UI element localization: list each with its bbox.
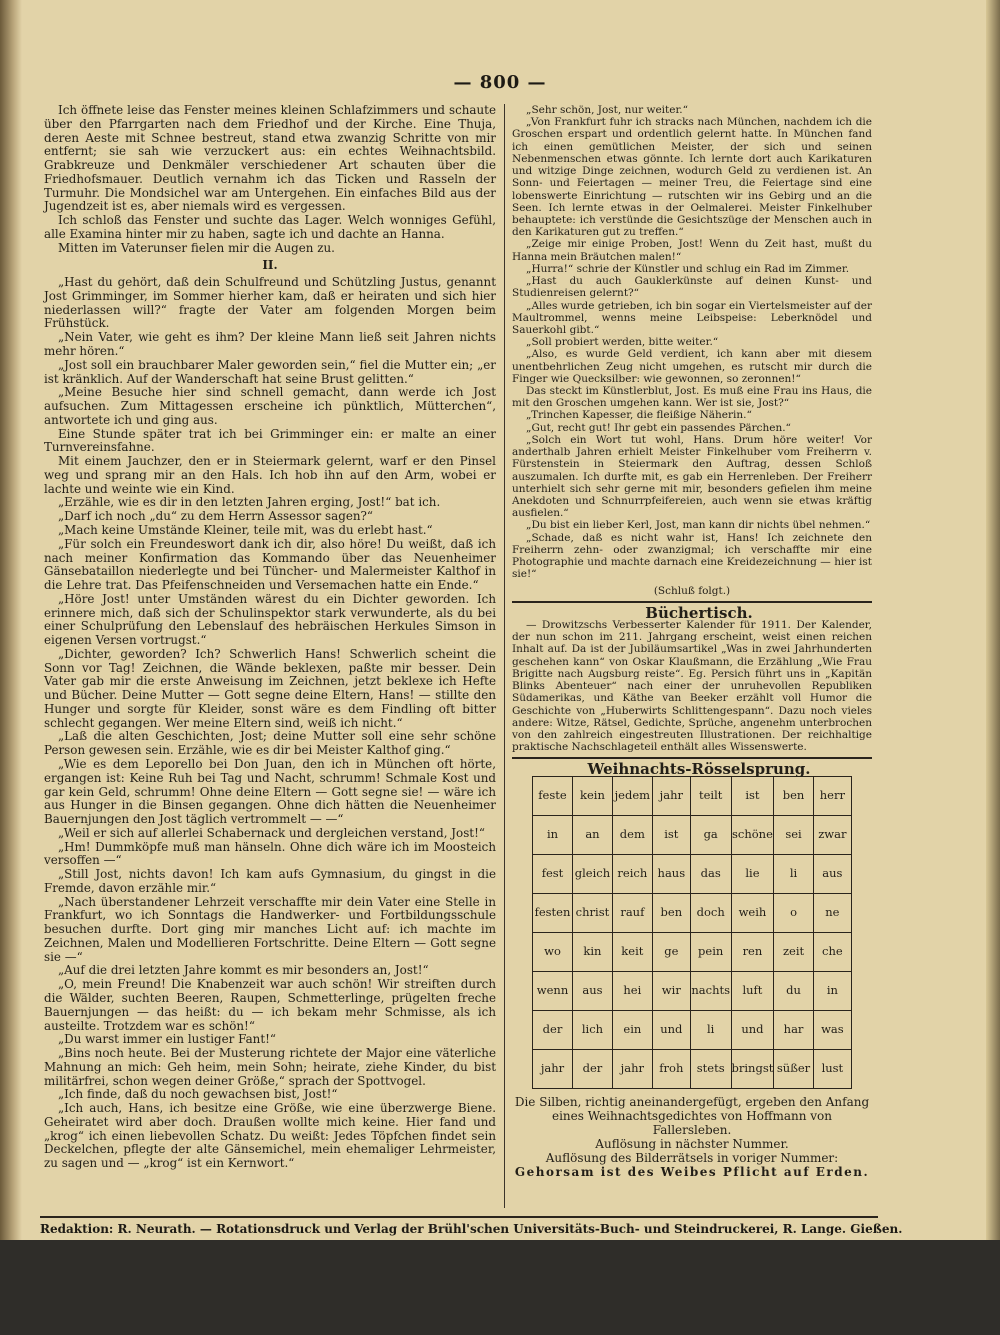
puzzle-cell: fest xyxy=(533,854,573,893)
scan-background xyxy=(0,1240,1000,1335)
section-heading: II. xyxy=(262,258,278,273)
story-paragraph: „Mach keine Umstände Kleiner, teile mit, was du erlebt hast.“ xyxy=(58,522,433,537)
story-paragraph: „Solch ein Wort tut wohl, Hans. Drum höre weiter! Vor anderthalb Jahren erhielt Meister Finkelhuber vom Freiherrn v. Fürstenstein in Steiermark den Auftrag, dessen Schloß auszumalen. Ich durfte mit, es gab ein Herrenleben. Der Freiherr unterhielt sich sehr gerne mit mir, besonders gefielen ihm meine Anekdoten und Schnurrpfeifereien, auch wenn sie etwas kräftig ausfielen.“ xyxy=(512,433,872,520)
book-section-text: — Drowitzschs Verbesserter Kalender für 1911. Der Kalender, der nun schon im 211. Jahrgang erscheint, weist einen reichen Inhalt auf. Da ist der Jubiläumsartikel „Was in zwei Jahrhunderten geschehen kann“ von Oskar Klaußmann, die Erzählung „Wie Frau Brigitte nach Augsburg reiste“. Eg. Persich führt uns in „Kapitän Blinks Abenteuer“ nach einer der unruhevollen Republiken Südamerikas, und Käthe van Beeker erzählt voll Humor die Geschichte von „Huberwirts Schlittengespann“. Dazu noch vieles andere: Witze, Rätsel, Gedichte, Sprüche, angenehm unterbrochen von den zahlreich eingestreuten Illustrationen. Der reichhaltige praktische Nachschlageteil enthält alles Wissenswerte. xyxy=(512,618,872,754)
puzzle-cell: ge xyxy=(652,932,690,971)
story-paragraph: „Laß die alten Geschichten, Jost; deine Mutter soll eine sehr schöne Person gewesen sein. Erzähle, wie es dir bei Meister Kalthof ging.“ xyxy=(44,729,496,758)
puzzle-row xyxy=(533,1049,852,1088)
puzzle-cell: was xyxy=(813,1010,851,1049)
story-paragraph: „Gut, recht gut! Ihr gebt ein passendes Pärchen.“ xyxy=(526,421,791,434)
story-paragraph: „Für solch ein Freundeswort dank ich dir, also höre! Du weißt, daß ich nach meiner Konfirmation das Kommando über das Neuenheimer Gänsebataillon niederlegte und bei Tüncher- und Malermeister Kalthof in die Lehre trat. Das Pfeifenschneiden und Versemachen hatte ein Ende.“ xyxy=(44,536,496,593)
story-paragraph: „Wie es dem Leporello bei Don Juan, den ich in München oft hörte, ergangen ist: Keine Ruh bei Tag und Nacht, schrumm! Schmale Kost und gar kein Geld, schrumm! Ohne deine Eltern — Gott segne sie! — wäre ich aus Hunger in die Binsen gegangen. Ohne dich hätten die Neuenheimer Bauernjungen den Jost täglich vertrommelt — —“ xyxy=(44,756,496,827)
page-edge xyxy=(986,0,1000,1335)
puzzle-row xyxy=(533,776,852,815)
puzzle-cell: stets xyxy=(690,1049,731,1088)
puzzle-cell: jedem xyxy=(612,776,652,815)
section-divider xyxy=(512,601,872,603)
story-paragraph: „Auf die drei letzten Jahre kommt es mir besonders an, Jost!“ xyxy=(58,963,429,978)
story-paragraph: Mit einem Jauchzer, den er in Steiermark gelernt, warf er den Pinsel weg und sprang mir an den Hals. Ich hob ihn auf den Arm, wobei er lachte und weinte wie ein Kind. xyxy=(44,454,496,496)
story-paragraph: „Also, es wurde Geld verdient, ich kann aber mit diesem unentbehrlichen Zeug nicht umgehen, es rutscht mir durch die Finger wie Quecksilber: wie gewonnen, so zeronnen!“ xyxy=(512,348,872,385)
right-column xyxy=(512,104,872,1179)
puzzle-cell: herr xyxy=(813,776,851,815)
puzzle-cell: nachts xyxy=(690,971,731,1010)
puzzle-cell: ist xyxy=(652,815,690,854)
puzzle-caption-instructions: Die Silben, richtig aneinandergefügt, ergeben den Anfang eines Weihnachtsgedichtes von Hoffmann von Fallersleben. xyxy=(514,1094,870,1137)
puzzle-cell: sei xyxy=(774,815,813,854)
puzzle-cell: lie xyxy=(731,854,774,893)
puzzle-cell: hei xyxy=(612,971,652,1010)
puzzle-cell: ben xyxy=(774,776,813,815)
story-paragraph: „Still Jost, nichts davon! Ich kam aufs Gymnasium, du gingst in die Fremde, davon erzähle mir.“ xyxy=(44,867,496,895)
puzzle-caption-next: Auflösung in nächster Nummer. xyxy=(595,1136,789,1151)
puzzle-cell: und xyxy=(652,1010,690,1049)
puzzle-cell: doch xyxy=(690,893,731,932)
puzzle-cell: kein xyxy=(573,776,613,815)
section-divider xyxy=(512,757,872,759)
left-column xyxy=(44,104,496,1171)
story-paragraph: „Höre Jost! unter Umständen wärest du ein Dichter geworden. Ich erinnere mich, daß sich der Schulinspektor stark verwunderte, als du bei einer Schulprüfung den Lebenslauf des hebräischen Herkules Simson in eigenen Versen vortrugst.“ xyxy=(44,591,496,648)
story-paragraph: Ich öffnete leise das Fenster meines kleinen Schlafzimmers und schaute über den Pfarrgarten nach dem Friedhof und der Kirche. Eine Thuja, deren Aeste mit Schnee bestreut, stand etwa zwanzig Schritte von mir entfernt; sie sah wie verzuckert aus: ein echtes Weihnachtsbild. Grabkreuze und Denkmäler verschiedener Art schauten über die Friedhofsmauer. Deutlich vernahm ich das Ticken und Rasseln der Turmuhr. Die Mondsichel war am Untergehen. Ein einfaches Bild aus der Jugendzeit ist es, aber niemals wird es vergessen. xyxy=(44,103,496,214)
puzzle-cell: aus xyxy=(573,971,613,1010)
story-paragraph: Mitten im Vaterunser fielen mir die Augen zu. xyxy=(58,240,335,255)
puzzle-cell: wenn xyxy=(533,971,573,1010)
puzzle-cell: che xyxy=(813,932,851,971)
story-paragraph: „Jost soll ein brauchbarer Maler geworden sein,“ fiel die Mutter ein; „er ist kränklich. Auf der Wanderschaft hat seine Brust gelitten.“ xyxy=(44,357,496,386)
book-section-title: Büchertisch. xyxy=(645,603,753,622)
story-paragraph: „Hm! Dummköpfe muß man hänseln. Ohne dich wäre ich im Moosteich versoffen —“ xyxy=(44,839,496,868)
puzzle-cell: teilt xyxy=(690,776,731,815)
puzzle-grid xyxy=(532,776,852,1089)
puzzle-cell: keit xyxy=(612,932,652,971)
puzzle-cell: ist xyxy=(731,776,774,815)
puzzle-cell: har xyxy=(774,1010,813,1049)
story-paragraph: „Darf ich noch „du“ zu dem Herrn Assessor sagen?“ xyxy=(58,509,373,524)
to-be-continued: (Schluß folgt.) xyxy=(653,584,731,597)
story-paragraph: „Von Frankfurt fuhr ich stracks nach München, nachdem ich die Groschen erspart und ordentlich gelernt hatte. In München fand ich einen gemütlichen Meister, der sich und seinen Nebenmenschen etwas gönnte. Ich lernte dort auch Karikaturen und witzige Dinge zeichnen, wodurch Geld zu verdienen ist. An Sonn- und Feiertagen — meiner Treu, die Feiertage sind eine lobenswerte Einrichtung — rutschten wir ins Gebirg und an die Seen. Ich lernte etwas in der Oelmalerei. Meister Finkelhuber behauptete: ich verstünde die Gesichtszüge der Menschen auch in den Karikaturen gut zu treffen.“ xyxy=(512,116,872,239)
puzzle-cell: ga xyxy=(690,815,731,854)
puzzle-cell: feste xyxy=(533,776,573,815)
puzzle-cell: festen xyxy=(533,893,573,932)
puzzle-caption-solution: Gehorsam ist des Weibes Pflicht auf Erden. xyxy=(514,1164,870,1179)
puzzle-cell: luft xyxy=(731,971,774,1010)
puzzle-cell: jahr xyxy=(652,776,690,815)
puzzle-row xyxy=(533,932,852,971)
book-spine xyxy=(0,0,22,1335)
puzzle-cell: du xyxy=(774,971,813,1010)
puzzle-row xyxy=(533,971,852,1010)
story-paragraph: „Hast du gehört, daß dein Schulfreund und Schützling Justus, genannt Jost Grimminger, im Sommer hierher kam, daß er heiraten und sich hier niederlassen will?“ fragte der Vater am folgenden Morgen beim Frühstück. xyxy=(44,275,496,331)
puzzle-row xyxy=(533,854,852,893)
story-paragraph: „Ich finde, daß du noch gewachsen bist, Jost!“ xyxy=(58,1087,338,1102)
story-paragraph: Das steckt im Künstlerblut, Jost. Es muß eine Frau ins Haus, die mit den Groschen umgehen kann. Wer ist sie, Jost?“ xyxy=(512,385,872,410)
story-paragraph: „Alles wurde getrieben, ich bin sogar ein Viertelsmeister auf der Maultrommel, wenns meine Leibspeise: Leberknödel und Sauerkohl gibt.“ xyxy=(512,299,872,336)
puzzle-cell: jahr xyxy=(533,1049,573,1088)
story-paragraph: „Soll probiert werden, bitte weiter.“ xyxy=(526,336,719,349)
puzzle-cell: das xyxy=(690,854,731,893)
puzzle-cell: jahr xyxy=(612,1049,652,1088)
puzzle-cell: schöne xyxy=(731,815,774,854)
puzzle-cell: ne xyxy=(813,893,851,932)
story-paragraph: „Du warst immer ein lustiger Fant!“ xyxy=(58,1032,276,1047)
page-number: — 800 — xyxy=(453,72,547,93)
puzzle-caption xyxy=(512,1095,872,1179)
puzzle-cell: lust xyxy=(813,1049,851,1088)
puzzle-cell: in xyxy=(533,815,573,854)
puzzle-cell: li xyxy=(774,854,813,893)
puzzle-cell: ben xyxy=(652,893,690,932)
story-paragraph: „Nein Vater, wie geht es ihm? Der kleine Mann ließ seit Jahren nichts mehr hören.“ xyxy=(44,330,496,359)
story-paragraph: „Du bist ein lieber Kerl, Jost, man kann dir nichts übel nehmen.“ xyxy=(526,519,871,532)
story-paragraph: „Bins noch heute. Bei der Musterung richtete der Major eine väterliche Mahnung an mich: Geh heim, mein Sohn; heirate, ziehe Kinder, du bist militärfrei, schon wegen deiner Größe,“ sprach der Spottvogel. xyxy=(44,1046,496,1088)
story-paragraph: „Zeige mir einige Proben, Jost! Wenn du Zeit hast, mußt du Hanna mein Bräutchen malen!“ xyxy=(512,238,872,263)
puzzle-cell: weih xyxy=(731,893,774,932)
story-paragraph: „Sehr schön, Jost, nur weiter.“ xyxy=(526,104,689,116)
puzzle-cell: gleich xyxy=(573,854,613,893)
puzzle-cell: der xyxy=(533,1010,573,1049)
puzzle-row xyxy=(533,1010,852,1049)
puzzle-cell: zwar xyxy=(813,815,851,854)
puzzle-cell: ein xyxy=(612,1010,652,1049)
puzzle-cell: dem xyxy=(612,815,652,854)
story-paragraph: „Hast du auch Gauklerkünste auf deinen Kunst- und Studienreisen gelernt?“ xyxy=(512,275,872,300)
puzzle-cell: der xyxy=(573,1049,613,1088)
puzzle-cell: aus xyxy=(813,854,851,893)
puzzle-cell: o xyxy=(774,893,813,932)
puzzle-cell: wir xyxy=(652,971,690,1010)
puzzle-cell: haus xyxy=(652,854,690,893)
puzzle-cell: pein xyxy=(690,932,731,971)
puzzle-cell: rauf xyxy=(612,893,652,932)
story-paragraph: „Erzähle, wie es dir in den letzten Jahren erging, Jost!“ bat ich. xyxy=(58,495,441,510)
story-paragraph: „Nach überstandener Lehrzeit verschaffte mir dein Vater eine Stelle in Frankfurt, wo ich Sonntags die Handwerker- und Fortbildungsschule besuchen durfte. Dort ging mir manches Licht auf: ich machte im Zeichnen, Malen und Modellieren Fortschritte. Deine Eltern — Gott segne sie —“ xyxy=(44,894,496,964)
puzzle-cell: bringst xyxy=(731,1049,774,1088)
puzzle-title: Weihnachts-Rösselsprung. xyxy=(587,760,811,779)
puzzle-cell: und xyxy=(731,1010,774,1049)
puzzle-cell: froh xyxy=(652,1049,690,1088)
story-paragraph: „Schade, daß es nicht wahr ist, Hans! Ich zeichnete den Freiherrn zehn- oder zwanzigmal; ich verschaffte mir eine Photographie und machte darnach eine Kreidezeichnung — hier ist sie!“ xyxy=(512,531,872,581)
story-paragraph: „Dichter, geworden? Ich? Schwerlich Hans! Schwerlich scheint die Sonn vor Tag! Zeichnen, die Wände beklexen, paßte mir besser. Dein Vater gab mir die erste Anweisung im Zeichnen, jetzt beklexe ich Hefte und Bücher. Deine Mutter — Gott segne deine Eltern, Hans! — stillte den Hunger und sorgte für Kleider, sonst wäre es dem Findling oft bitter schlecht gegangen. Wer meine Eltern sind, weiß ich nicht.“ xyxy=(44,646,496,730)
puzzle-cell: lich xyxy=(573,1010,613,1049)
story-paragraph: Eine Stunde später trat ich bei Grimminger ein: er malte an einer Turnvereinsfahne. xyxy=(44,426,496,455)
story-paragraph: „Ich auch, Hans, ich besitze eine Größe, wie eine überzwerge Biene. Geheiratet wird aber doch. Draußen wollte mich keine. Hier fand und „krog“ ich einen liebevollen Schatz. Du weißt: Jedes Töpfchen findet sein Deckelchen, pflegte der alte Gänsemichel, mein ehemaliger Lehrmeister, zu sagen und — „krog“ ist ein Kernwort.“ xyxy=(44,1101,496,1171)
puzzle-cell: reich xyxy=(612,854,652,893)
puzzle-cell: li xyxy=(690,1010,731,1049)
story-paragraph: „Hurra!“ schrie der Künstler und schlug ein Rad im Zimmer. xyxy=(526,262,850,275)
puzzle-row xyxy=(533,815,852,854)
puzzle-cell: an xyxy=(573,815,613,854)
puzzle-cell: in xyxy=(813,971,851,1010)
imprint-footer: Redaktion: R. Neurath. — Rotationsdruck und Verlag der Brühl'schen Universitäts-Buch- und Steindruckerei, R. Lange. Gießen. xyxy=(40,1216,878,1236)
puzzle-cell: wo xyxy=(533,932,573,971)
puzzle-row xyxy=(533,893,852,932)
puzzle-caption-solution-label: Auflösung des Bilderrätsels in voriger Nummer: xyxy=(545,1150,839,1165)
column-divider xyxy=(504,104,505,1208)
story-paragraph: Ich schloß das Fenster und suchte das Lager. Welch wonniges Gefühl, alle Examina hinter mir zu haben, sagte ich und dachte an Hanna. xyxy=(44,213,496,241)
puzzle-cell: süßer xyxy=(774,1049,813,1088)
puzzle-cell: zeit xyxy=(774,932,813,971)
puzzle-cell: kin xyxy=(573,932,613,971)
puzzle-cell: ren xyxy=(731,932,774,971)
puzzle-cell: christ xyxy=(573,893,613,932)
story-paragraph: „Weil er sich auf allerlei Schabernack und dergleichen verstand, Jost!“ xyxy=(58,825,485,840)
story-paragraph: „O, mein Freund! Die Knabenzeit war auch schön! Wir streiften durch die Wälder, suchten Beeren, Raupen, Schmetterlinge, prügelten freche Bauernjungen — das heißt: du — ich bekam mehr Schmisse, als ich austeilte. Trotzdem war es schön!“ xyxy=(44,977,496,1033)
story-paragraph: „Meine Besuche hier sind schnell gemacht, dann werde ich Jost aufsuchen. Zum Mittagessen erscheine ich pünktlich, Mütterchen“, antwortete ich und ging aus. xyxy=(44,385,496,427)
right-column-story xyxy=(512,104,872,581)
story-paragraph: „Trinchen Kapesser, die fleißige Näherin.“ xyxy=(526,409,752,422)
